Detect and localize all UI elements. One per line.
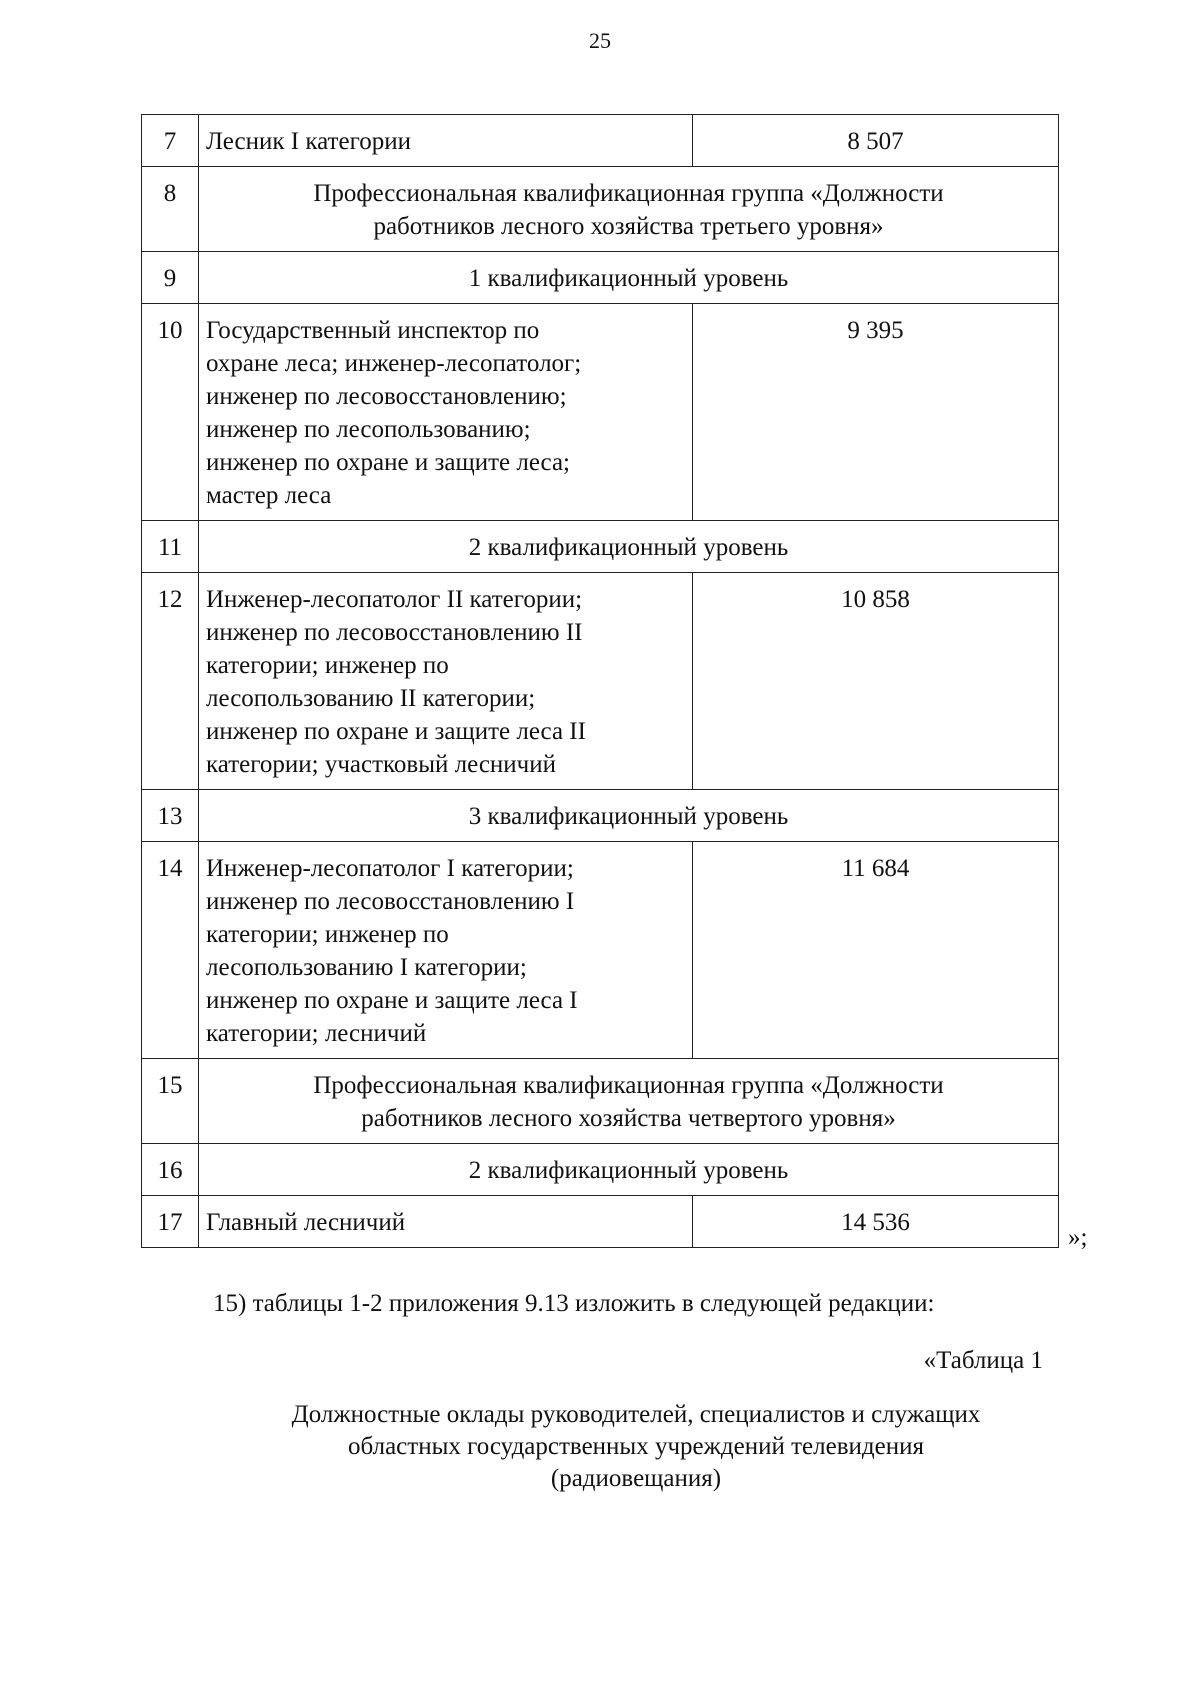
- position-name-line: инженер по лесовосстановлению;: [206, 383, 567, 410]
- group-heading: [199, 1059, 1059, 1144]
- position-name-line: инженер по лесовосстановлению I: [206, 888, 575, 915]
- table-row: [142, 115, 1059, 167]
- group-heading: [199, 521, 1059, 573]
- position-name-line: лесопользованию I категории;: [206, 954, 527, 981]
- table-group-row: [142, 790, 1059, 842]
- row-number: 13: [142, 790, 199, 842]
- position-name: [199, 115, 693, 167]
- row-number: 15: [142, 1059, 199, 1144]
- group-heading: [199, 252, 1059, 304]
- table-group-row: [142, 1059, 1059, 1144]
- caption-line: областных государственных учреждений телевидения: [348, 1433, 924, 1460]
- position-name-line: Инженер-лесопатолог I категории;: [206, 855, 574, 882]
- table-group-row: [142, 167, 1059, 252]
- table-row: [142, 573, 1059, 790]
- position-name-line: инженер по охране и защите леса;: [206, 449, 570, 476]
- group-heading-line: Профессиональная квалификационная группа «Должности: [313, 1072, 944, 1099]
- page-number: 25: [589, 28, 611, 53]
- position-name-line: инженер по охране и защите леса I: [206, 987, 578, 1014]
- salary-value: 11 684: [693, 842, 1059, 1059]
- position-name: [199, 1196, 693, 1248]
- position-name-line: охране леса; инженер-лесопатолог;: [206, 350, 582, 377]
- position-name-line: Инженер-лесопатолог II категории;: [206, 586, 583, 613]
- row-number: 9: [142, 252, 199, 304]
- salary-table: [141, 114, 1059, 1248]
- position-name-line: Лесник I категории: [206, 128, 411, 155]
- position-name-line: инженер по охране и защите леса II: [206, 718, 586, 745]
- group-heading-line: 1 квалификационный уровень: [468, 265, 789, 292]
- position-name-line: мастер леса: [206, 482, 332, 509]
- position-name-line: инженер по лесовосстановлению II: [206, 619, 583, 646]
- table-body: [142, 115, 1059, 1248]
- group-heading: [199, 1144, 1059, 1196]
- group-heading-line: 2 квалификационный уровень: [468, 1157, 789, 1184]
- position-name-line: категории; инженер по: [206, 921, 449, 948]
- position-name: [199, 842, 693, 1059]
- group-heading: [199, 790, 1059, 842]
- salary-value: 10 858: [693, 573, 1059, 790]
- position-name: [199, 573, 693, 790]
- position-name-line: Главный лесничий: [206, 1209, 406, 1236]
- table-caption: [0, 1399, 1200, 1495]
- salary-value: 9 395: [693, 304, 1059, 521]
- position-name-line: инженер по лесопользованию;: [206, 416, 531, 443]
- position-name-line: Государственный инспектор по: [206, 317, 540, 344]
- table-row: [142, 304, 1059, 521]
- group-heading-line: работников лесного хозяйства четвертого уровня»: [361, 1105, 896, 1132]
- group-heading: [199, 167, 1059, 252]
- table-row: [142, 842, 1059, 1059]
- table-group-row: [142, 252, 1059, 304]
- row-number: 16: [142, 1144, 199, 1196]
- salary-value: 8 507: [693, 115, 1059, 167]
- row-number: 17: [142, 1196, 199, 1248]
- table-group-row: [142, 1144, 1059, 1196]
- caption-line: Должностные оклады руководителей, специалистов и служащих: [291, 1401, 981, 1428]
- group-heading-line: работников лесного хозяйства третьего уровня»: [373, 213, 884, 240]
- group-heading-line: 3 квалификационный уровень: [468, 803, 789, 830]
- position-name-line: категории; участковый лесничий: [206, 751, 556, 778]
- caption-line: (радиовещания): [550, 1465, 722, 1492]
- row-number: 11: [142, 521, 199, 573]
- table-group-row: [142, 521, 1059, 573]
- row-number: 8: [142, 167, 199, 252]
- table-row: [142, 1196, 1059, 1248]
- row-number: 7: [142, 115, 199, 167]
- group-heading-line: Профессиональная квалификационная группа «Должности: [313, 180, 944, 207]
- salary-value: 14 536: [693, 1196, 1059, 1248]
- row-number: 12: [142, 573, 199, 790]
- position-name-line: категории; лесничий: [206, 1020, 427, 1047]
- group-heading-line: 2 квалификационный уровень: [468, 534, 789, 561]
- position-name: [199, 304, 693, 521]
- table-closing-mark: »;: [1068, 1224, 1088, 1251]
- amendment-paragraph-15: 15) таблицы 1-2 приложения 9.13 изложить в следующей редакции:: [213, 1290, 935, 1317]
- table-label: «Таблица 1: [923, 1347, 1043, 1374]
- position-name-line: категории; инженер по: [206, 652, 449, 679]
- row-number: 14: [142, 842, 199, 1059]
- position-name-line: лесопользованию II категории;: [206, 685, 536, 712]
- row-number: 10: [142, 304, 199, 521]
